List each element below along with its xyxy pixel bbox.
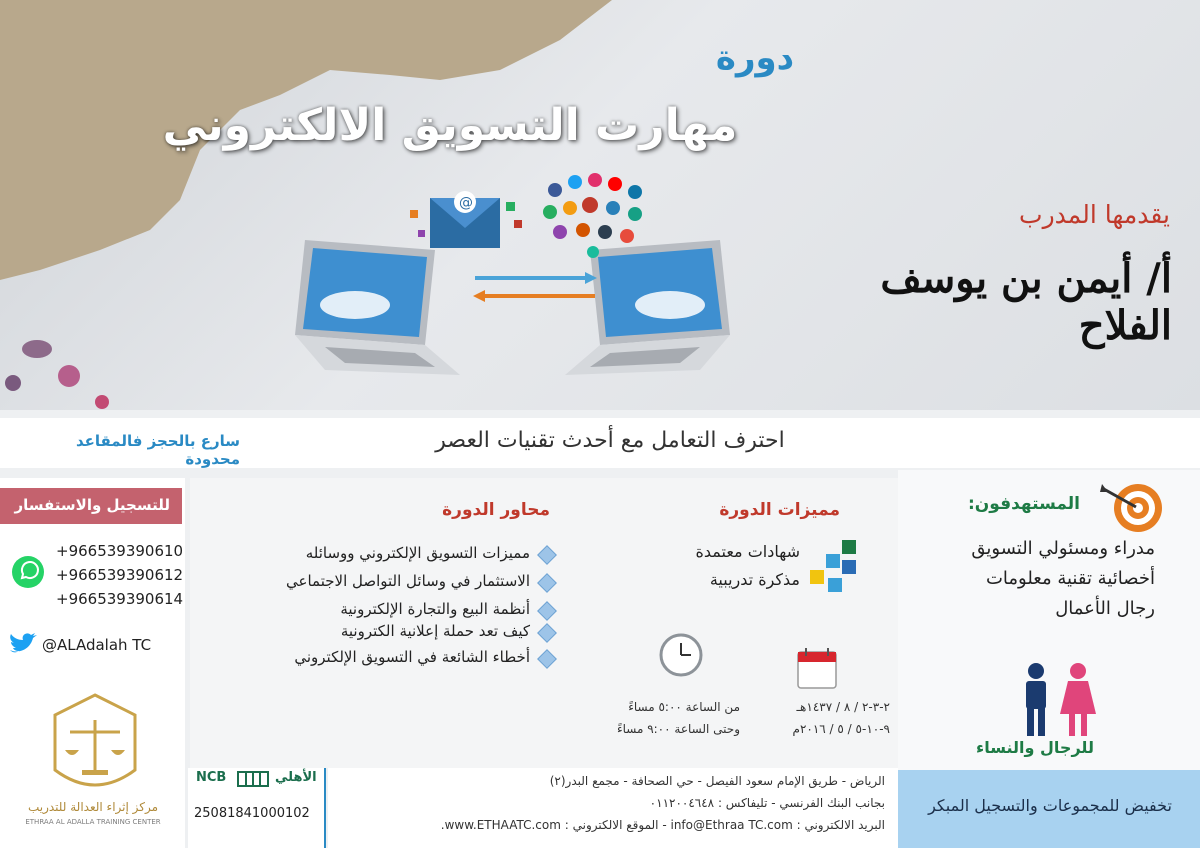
tagline: احترف التعامل مع أحدث تقنيات العصر [435, 428, 785, 453]
course-feature-item: مذكرة تدريبية [709, 570, 800, 589]
paint-splat-icon [5, 375, 21, 391]
audience-item: أخصائية تقنية معلومات [985, 568, 1155, 589]
audience-item: رجال الأعمال [1055, 598, 1155, 619]
paint-splat-icon [95, 395, 109, 409]
twitter-handle[interactable]: @ALAdalah TC [42, 636, 152, 654]
center-name-english: ETHRAA AL ADALLA TRAINING CENTER [25, 818, 161, 826]
address-line: بجانب البنك الفرنسي - تليفاكس : ٠١١٢٠٠٤٦٤٨ [649, 796, 885, 810]
target-icon [1100, 480, 1164, 536]
course-feature-item: شهادات معتمدة [695, 542, 800, 561]
time-from: من الساعة ٥:٠٠ مساءً [628, 700, 740, 714]
clock-icon [658, 632, 704, 678]
course-axis-item: مميزات التسويق الإلكتروني ووسائله [305, 544, 530, 562]
bank-account-number: 25081841000102 [194, 806, 310, 821]
course-title: مهارت التسويق الالكتروني [162, 100, 738, 151]
hurry-note: سارع بالحجز فالمقاعد محدودة [75, 432, 240, 468]
bank-alahli-label: الأهلي [275, 770, 317, 785]
contact-header: للتسجيل والاستفسار [0, 488, 182, 524]
course-axis-item: كيف تعد حملة إعلانية الكترونية [340, 622, 530, 640]
date-gregorian: ٩-١٠-٥ / ٥ / ٢٠١٦م [792, 722, 890, 736]
course-axis-item: أنظمة البيع والتجارة الإلكترونية [340, 600, 530, 618]
presenter-label: يقدمها المدرب [1019, 200, 1170, 229]
paint-splat-icon [58, 365, 80, 387]
calendar-icon [796, 646, 838, 690]
audience-item: مدراء ومسئولي التسويق [971, 538, 1155, 559]
twitter-icon[interactable] [8, 632, 38, 656]
phone-number[interactable]: +966539390612 [56, 566, 184, 584]
accreditation-logo-icon [806, 540, 866, 600]
center-name-arabic: مركز إثراء العدالة للتدريب [27, 800, 159, 814]
bank-logo-icon [236, 768, 270, 788]
course-axis-item: أخطاء الشائعة في التسويق الإلكتروني [294, 648, 530, 666]
course-axis-item: الاستثمار في وسائل التواصل الاجتماعي [286, 572, 530, 590]
date-hijri: ٢-٣-٢ / ٨ / ١٤٣٧هـ [796, 700, 890, 714]
social-media-cloud-icon [535, 170, 660, 260]
phone-number[interactable]: +966539390610 [56, 542, 184, 560]
men-women-icon [1012, 662, 1102, 738]
time-to: وحتى الساعة ٩:٠٠ مساءً [616, 722, 740, 736]
bank-ncb-label: NCB [196, 770, 227, 785]
phone-number[interactable]: +966539390614 [56, 590, 184, 608]
discount-text: تخفيض للمجموعات والتسجيل المبكر [928, 796, 1172, 815]
audience-title: المستهدفون: [968, 494, 1080, 514]
email-envelope-icon [410, 180, 530, 260]
trainer-name: أ/ أيمن بن يوسف الفلاح [880, 255, 1172, 349]
course-axes-title: محاور الدورة [442, 500, 550, 520]
paint-splat-icon [22, 340, 52, 358]
gender-label: للرجال والنساء [976, 738, 1094, 757]
address-line: الرياض - طريق الإمام سعود الفيصل - حي الصحافة - مجمع البدر(٢) [549, 774, 885, 788]
exchange-arrows-icon [470, 268, 600, 308]
course-features-title: مميزات الدورة [719, 500, 840, 520]
address-line: البريد الالكتروني : info@Ethraa TC.com - الموقع الالكتروني : www.ETHAATC.com. [440, 818, 885, 832]
course-label: دورة [715, 38, 795, 78]
hero-banner [0, 0, 1200, 410]
svg-text:@: @ [459, 195, 473, 211]
whatsapp-icon[interactable] [12, 556, 44, 588]
